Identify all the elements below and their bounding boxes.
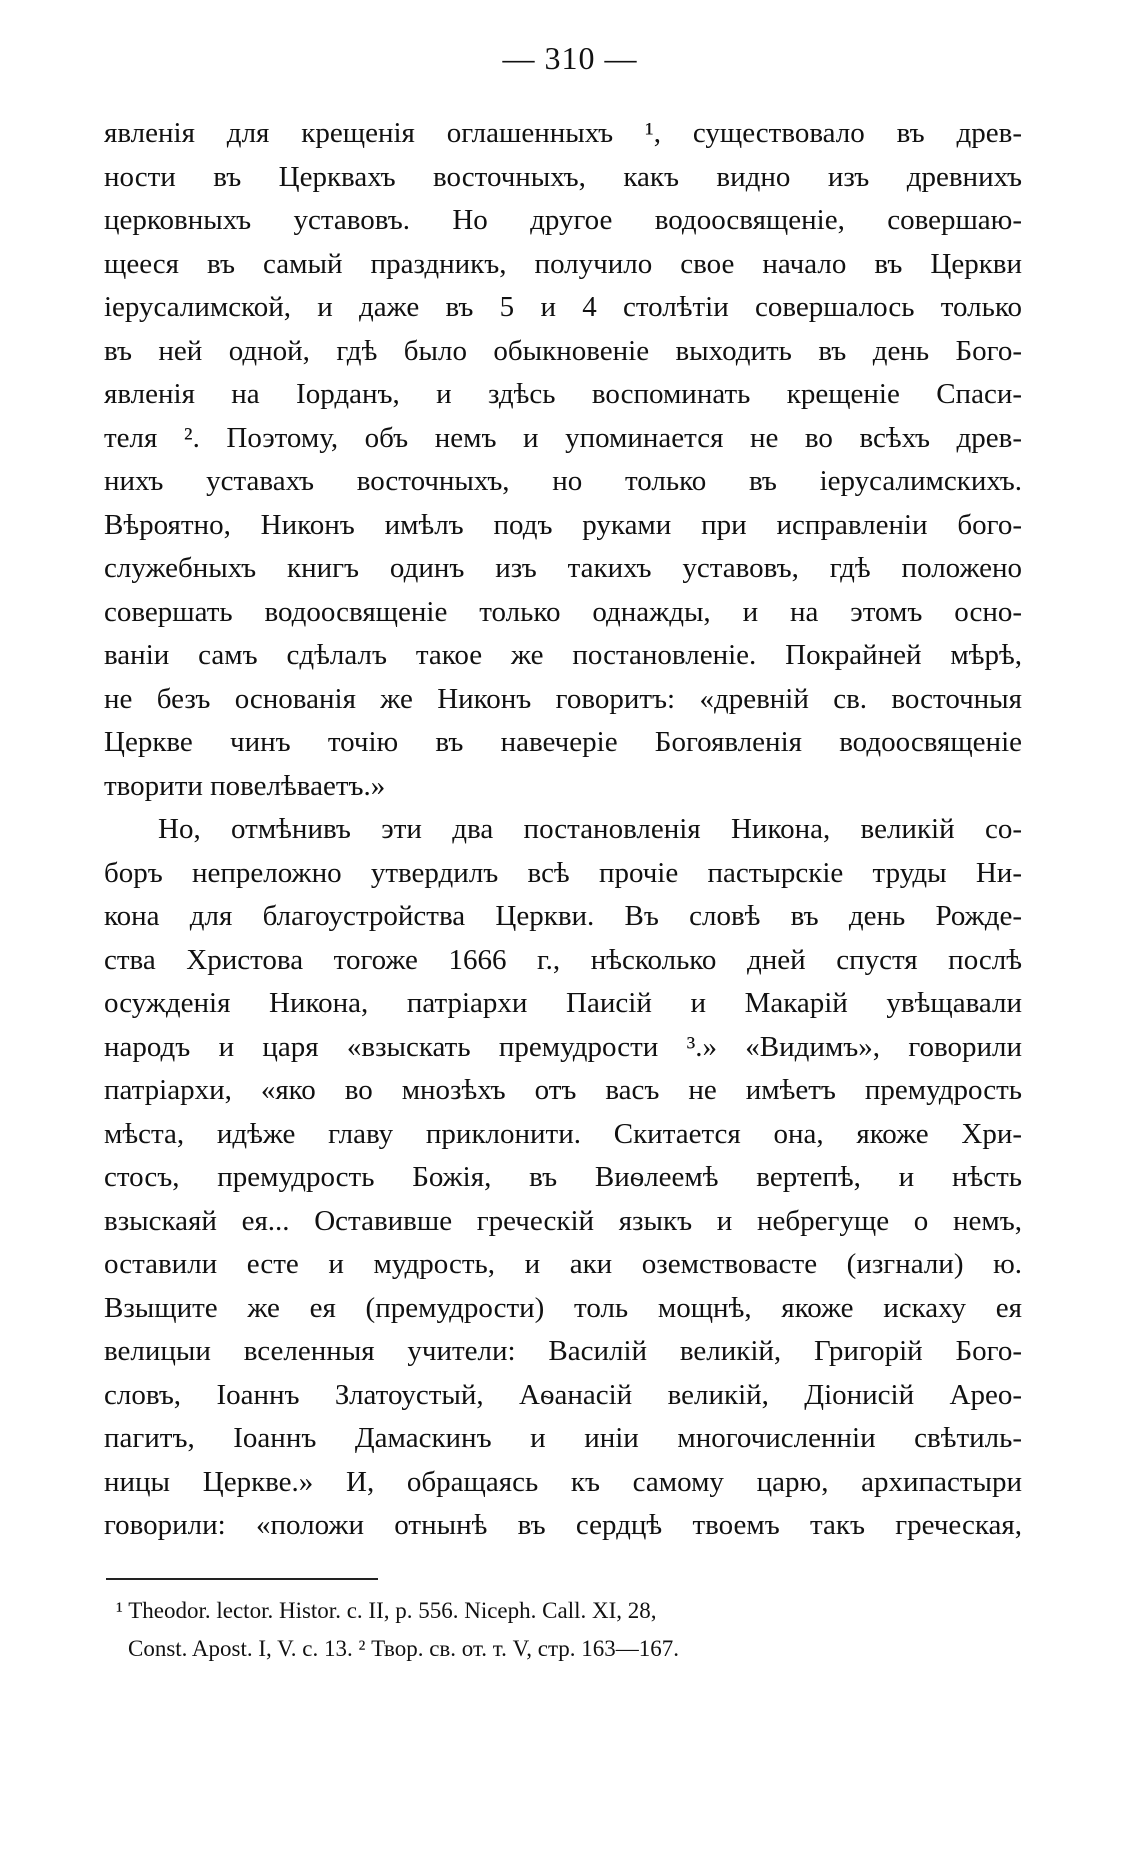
text-line: ства Христова тогоже 1666 г., нѣсколько дней спустя послѣ [104,943,1022,976]
text-line: патріархи, «яко во мнозѣхъ отъ васъ не имѣетъ премудрость [104,1074,1022,1106]
text-line: теля ². Поэтому, объ немъ и упоминается не во всѣхъ древ- [104,421,1022,454]
text-line: щееся въ самый праздникъ, получило свое начало въ Церкви [104,247,1022,280]
text-line: въ ней одной, гдѣ было обыкновеніе выходить въ день Бого- [104,334,1022,367]
text-line: стосъ, премудрость Божія, въ Виѳлеемѣ вертепѣ, и нѣсть [104,1161,1022,1193]
paragraph-first-line: Но, отмѣнивъ эти два постановленія Никона, великій со- [158,813,1022,845]
text-line: Церкве чинъ точію въ навечеріе Богоявленія водоосвященіе [104,726,1022,758]
text-line: ваніи самъ сдѣлалъ такое же постановленіе. Покрайней мѣрѣ, [104,639,1022,671]
text-line: народъ и царя «взыскать премудрости ³.» «Видимъ», говорили [104,1030,1022,1063]
text-line: осужденія Никона, патріархи Паисій и Макарій увѣщавали [104,987,1022,1019]
text-line: боръ непреложно утвердилъ всѣ прочіе пастырскіе труды Ни- [104,856,1022,889]
text-line: велицыи вселенныя учители: Василій великій, Григорій Бого- [104,1335,1022,1367]
text-line: не безъ основанія же Никонъ говоритъ: «древній св. восточныя [104,682,1022,715]
text-line: служебныхъ книгъ одинъ изъ такихъ уставовъ, гдѣ положено [104,552,1022,584]
text-line: словъ, Іоаннъ Златоустый, Аѳанасій великій, Діонисій Арео- [104,1378,1022,1411]
text-line: церковныхъ уставовъ. Но другое водоосвященіе, совершаю- [104,204,1022,236]
text-line: Взыщите же ея (премудрости) толь мощнѣ, якоже искаху ея [104,1291,1022,1324]
body-text [104,112,1022,1548]
text-line: явленія на Іорданъ, и здѣсь воспоминать крещеніе Спаси- [104,378,1022,410]
text-line: ности въ Церквахъ восточныхъ, какъ видно изъ древнихъ [104,160,1022,193]
text-line: явленія для крещенія оглашенныхъ ¹, существовало въ древ- [104,117,1022,149]
text-line: іерусалимской, и даже въ 5 и 4 столѣтіи совершалось только [104,291,1022,323]
text-line: мѣста, идѣже главу приклонити. Скитается она, якоже Хри- [104,1117,1022,1150]
text-line: нихъ уставахъ восточныхъ, но только въ іерусалимскихъ. [104,465,1022,497]
text-line: ницы Церкве.» И, обращаясь къ самому царю, архипастыри [104,1465,1022,1498]
text-line: говорили: «положи отнынѣ въ сердцѣ твоемъ такъ греческая, [104,1509,1022,1541]
text-line: творити повелѣваетъ.» [104,769,386,802]
footnotes [116,1592,886,1668]
text-line: взыскаяй ея... Оставивше греческій языкъ и небрегуще о немъ, [104,1204,1022,1237]
page-number: — 310 — [502,40,638,76]
text-line: кона для благоустройства Церкви. Въ словѣ въ день Рождe- [104,900,1022,932]
text-line: пагитъ, Іоаннъ Дамаскинъ и иніи многочисленніи свѣтиль- [104,1422,1022,1454]
text-line: Вѣроятно, Никонъ имѣлъ подъ руками при исправленіи бого- [104,508,1022,541]
text-line: оставили есте и мудрость, и аки оземствовасте (изгнали) ю. [104,1248,1022,1280]
footnote-divider [106,1578,378,1580]
footnote-line: Const. Apost. I, V. c. 13. ² Твор. св. от. т. V, стр. 163—167. [128,1636,680,1661]
footnote-line: ¹ Theodor. lector. Histor. c. II, p. 556. Niceph. Call. XI, 28, [116,1598,657,1623]
text-line: совершать водоосвященіе только однажды, и на этомъ осно- [104,595,1022,628]
